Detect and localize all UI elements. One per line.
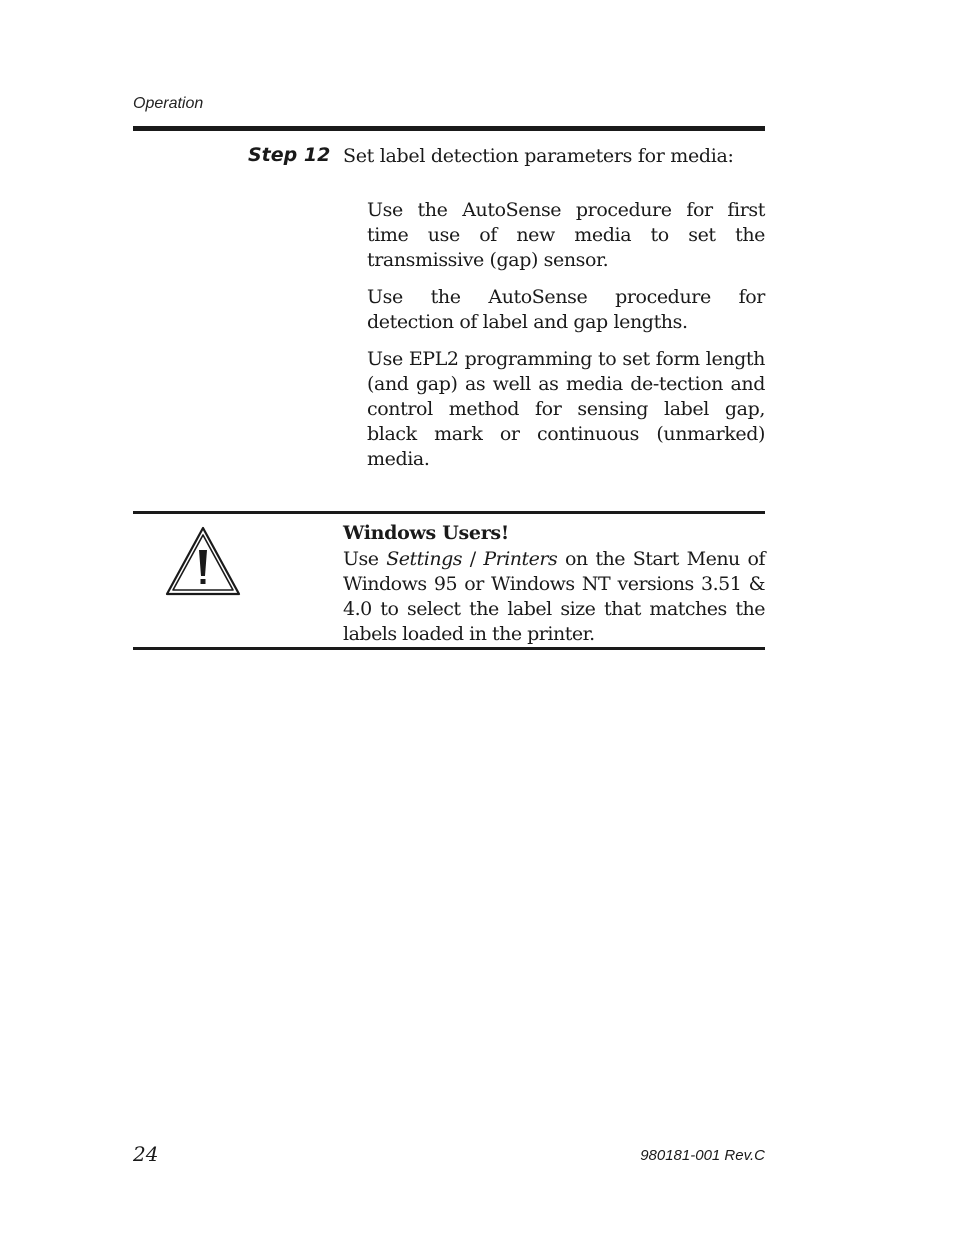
paragraph-autosense-detection: Use the AutoSense procedure for detection of label and gap lengths.: [367, 286, 765, 333]
paragraph-epl2-programming: Use EPL2 programming to set form length (and gap) as well as media de-tection and control method for sensing label gap, black mark or continuous (unmarked) media.: [367, 348, 765, 470]
step-label: Step 12: [248, 144, 331, 166]
step-text: Set label detection parameters for media:: [343, 145, 734, 167]
note-printers: Printers: [483, 548, 558, 570]
document-number: 980181-001 Rev.C: [640, 1147, 765, 1164]
note-separator: /: [462, 548, 484, 570]
note-title: Windows Users!: [343, 522, 509, 544]
page-number: 24: [133, 1142, 159, 1166]
note-body-prefix: Use: [343, 548, 387, 570]
note-top-rule: [133, 511, 765, 514]
running-head: Operation: [133, 95, 204, 112]
paragraph-autosense-first-use: Use the AutoSense procedure for first time use of new media to set the transmissive (gap) sensor.: [367, 199, 765, 271]
note-body-suffix: on the Start Menu of Windows 95 or Windows NT versions 3.51 & 4.0 to select the label size that matches the labels loaded in the printer.: [343, 548, 765, 645]
note-body: [343, 547, 765, 647]
note-bottom-rule: [133, 647, 765, 650]
warning-triangle-icon: [163, 524, 243, 600]
header-rule: [133, 126, 765, 131]
note-settings: Settings: [386, 548, 462, 570]
